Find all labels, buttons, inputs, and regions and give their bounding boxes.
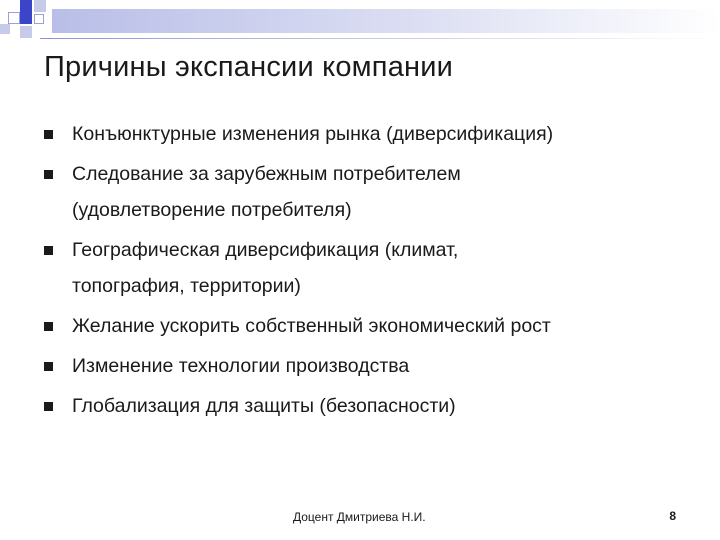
bullet-item — [44, 156, 704, 228]
header-gradient-bar — [52, 9, 720, 33]
bullet-text: Изменение технологии производства — [72, 355, 410, 377]
deco-square — [34, 14, 44, 24]
footer-author: Доцент Дмитриева Н.И. — [293, 510, 426, 524]
square-bullet-icon — [44, 402, 53, 411]
bullet-text: Следование за зарубежным потребителем — [72, 163, 461, 185]
bullet-text: Географическая диверсификация (климат, — [72, 239, 459, 261]
bullet-item — [44, 348, 704, 384]
slide-title: Причины экспансии компании — [44, 51, 454, 83]
header-divider — [40, 38, 720, 39]
bullet-text-continuation: топография, территории) — [72, 275, 301, 297]
bullet-text-continuation: (удовлетворение потребителя) — [72, 199, 352, 221]
deco-square — [20, 12, 32, 24]
bullet-item — [44, 388, 704, 424]
square-bullet-icon — [44, 130, 53, 139]
square-bullet-icon — [44, 170, 53, 179]
deco-square — [20, 0, 32, 12]
bullet-item — [44, 232, 704, 304]
bullet-list — [44, 116, 704, 428]
page-number: 8 — [669, 509, 676, 523]
deco-square — [20, 26, 32, 38]
bullet-text: Конъюнктурные изменения рынка (диверсификация) — [72, 123, 554, 145]
deco-square — [8, 12, 20, 24]
square-bullet-icon — [44, 246, 53, 255]
bullet-item — [44, 116, 704, 152]
deco-square — [34, 0, 46, 12]
square-bullet-icon — [44, 362, 53, 371]
bullet-text: Желание ускорить собственный экономический рост — [72, 315, 551, 337]
bullet-text: Глобализация для защиты (безопасности) — [72, 395, 456, 417]
deco-square — [0, 24, 10, 34]
square-bullet-icon — [44, 322, 53, 331]
bullet-item — [44, 308, 704, 344]
